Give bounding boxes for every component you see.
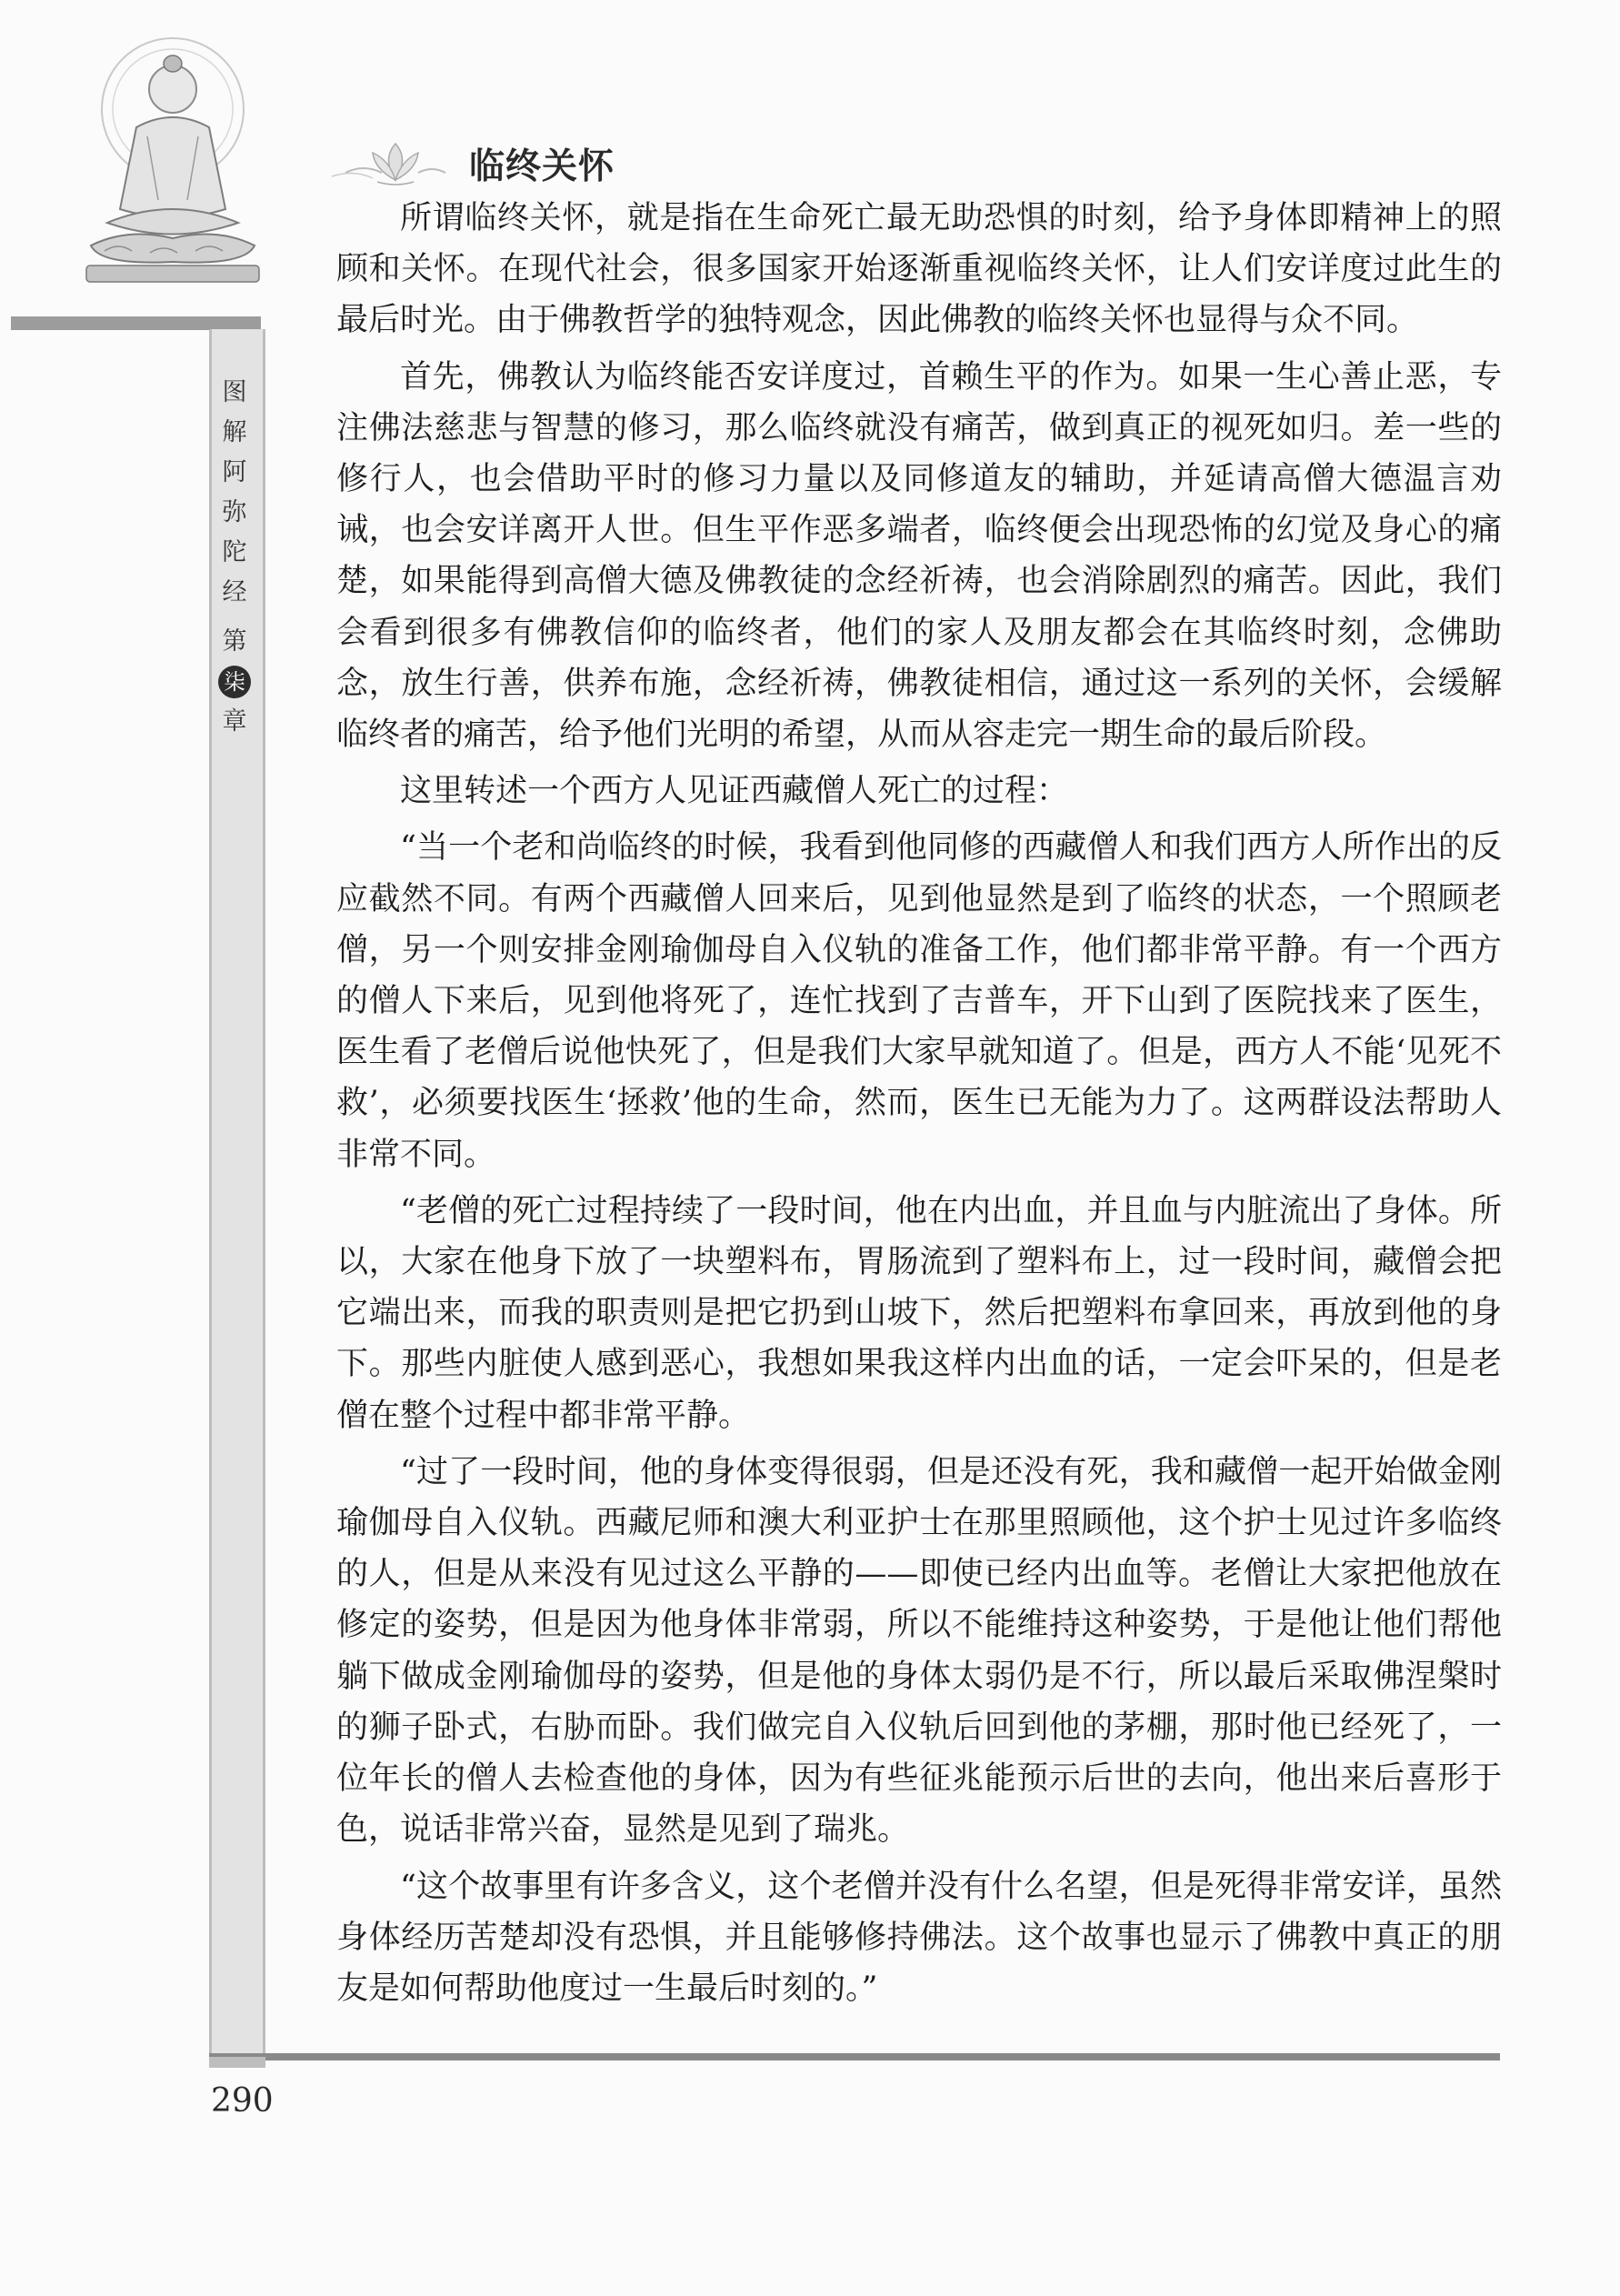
body-text: [336, 193, 1502, 2014]
buddha-illustration: [64, 27, 309, 300]
chapter-number-badge: 柒: [218, 666, 251, 698]
paragraph: 所谓临终关怀，就是指在生命死亡最无助恐惧的时刻，给予身体即精神上的照顾和关怀。在现代社会，很多国家开始逐渐重视临终关怀，让人们安详度过此生的最后时光。由于佛教哲学的独特观念，因此佛教的临终关怀也显得与众不同。: [336, 200, 1502, 339]
paragraph: 这里转述一个西方人见证西藏僧人死亡的过程：: [400, 773, 1069, 810]
bottom-rule: [209, 2053, 1500, 2060]
book-title-char: 阿: [222, 458, 247, 486]
book-title-char: 陀: [222, 538, 247, 566]
chapter-prefix: 第: [222, 627, 247, 656]
book-title-char: 图: [222, 378, 247, 406]
lotus-icon: [327, 136, 464, 191]
book-title-char: 弥: [222, 498, 247, 526]
side-column-foot: [209, 2057, 265, 2068]
paragraph: “过了一段时间，他的身体变得很弱，但是还没有死，我和藏僧一起开始做金刚瑜伽母自入仪轨。西藏尼师和澳大利亚护士在那里照顾他，这个护士见过许多临终的人，但是从来没有见过这么平静的——即使已经内出血等。老僧让大家把他放在修定的姿势，但是因为他身体非常弱，所以不能维持这种姿势，于是他让他们帮他躺下做成金刚瑜伽母的姿势，但是他的身体太弱仍是不行，所以最后采取佛涅槃时的狮子卧式，右胁而卧。我们做完自入仪轨后回到他的茅棚，那时他已经死了，一位年长的僧人去检查他的身体，因为有些征兆能预示后世的去向，他出来后喜形于色，说话非常兴奋，显然是见到了瑞兆。: [336, 1453, 1502, 1849]
side-header-bar: [11, 316, 261, 330]
section-heading: [327, 136, 615, 191]
page-title: 临终关怀: [469, 146, 615, 187]
paragraph: 首先，佛教认为临终能否安详度过，首赖生平的作为。如果一生心善止恶，专注佛法慈悲与智慧的修习，那么临终就没有痛苦，做到真正的视死如归。差一些的修行人，也会借助平时的修习力量以及同修道友的辅助，并延请高僧大德温言劝诫，也会安详离开人世。但生平作恶多端者，临终便会出现恐怖的幻觉及身心的痛楚，如果能得到高僧大德及佛教徒的念经祈祷，也会消除剧烈的痛苦。因此，我们会看到很多有佛教信仰的临终者，他们的家人及朋友都会在其临终时刻，念佛助念，放生行善，供养布施，念经祈祷，佛教徒相信，通过这一系列的关怀，会缓解临终者的痛苦，给予他们光明的希望，从而从容走完一期生命的最后阶段。: [336, 358, 1502, 754]
chapter-suffix: 章: [222, 707, 247, 736]
paragraph: “当一个老和尚临终的时候，我看到他同修的西藏僧人和我们西方人所作出的反应截然不同。有两个西藏僧人回来后，见到他显然是到了临终的状态，一个照顾老僧，另一个则安排金刚瑜伽母自入仪轨的准备工作，他们都非常平静。有一个西方的僧人下来后，见到他将死了，连忙找到了吉普车，开下山到了医院找来了医生，医生看了老僧后说他快死了，但是我们大家早就知道了。但是，西方人不能‘见死不救’，必须要找医生‘拯救’他的生命，然而，医生已无能为力了。这两群设法帮助人非常不同。: [336, 829, 1502, 1173]
paragraph: “这个故事里有许多含义，这个老僧并没有什么名望，但是死得非常安详，虽然身体经历苦楚却没有恐惧，并且能够修持佛法。这个故事也显示了佛教中真正的朋友是如何帮助他度过一生最后时刻的。”: [336, 1868, 1502, 2007]
paragraph: “老僧的死亡过程持续了一段时间，他在内出血，并且血与内脏流出了身体。所以，大家在他身下放了一块塑料布，胃肠流到了塑料布上，过一段时间，藏僧会把它端出来，而我的职责则是把它扔到山坡下，然后把塑料布拿回来，再放到他的身下。那些内脏使人感到恶心，我想如果我这样内出血的话，一定会吓呆的，但是老僧在整个过程中都非常平静。: [336, 1192, 1502, 1434]
book-title-vertical: [216, 373, 253, 742]
book-title-char: 解: [222, 418, 247, 446]
book-title-char: 经: [222, 578, 247, 607]
page-number: 290: [211, 2082, 274, 2120]
